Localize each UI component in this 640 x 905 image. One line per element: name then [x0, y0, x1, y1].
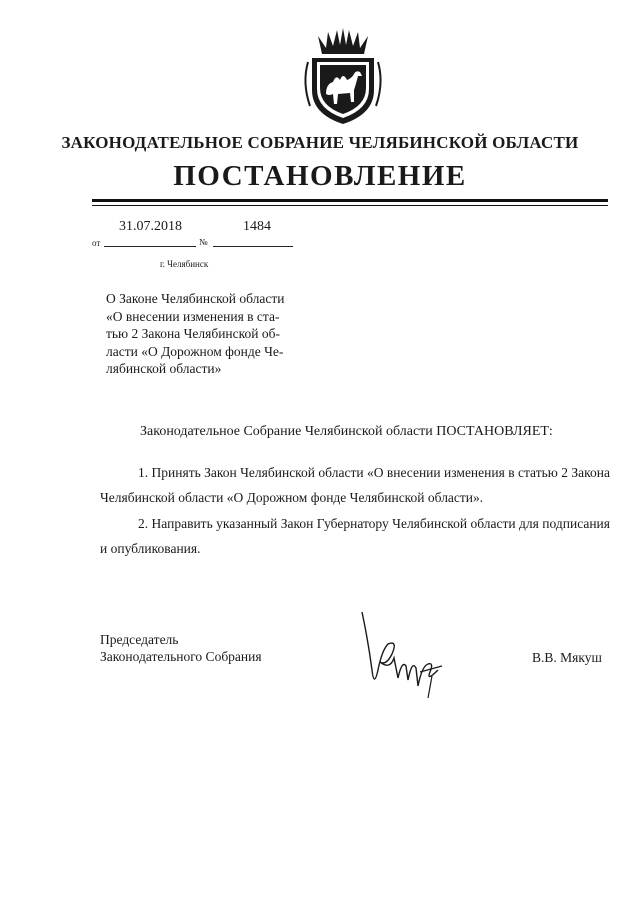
resolution-paragraph-1: 1. Принять Закон Челябинской области «О внесении изменения в статью 2 Закона Челябинской области «О Дорожном фонде Челябинской области». [100, 465, 610, 505]
city-label: г. Челябинск [160, 259, 209, 269]
signatory-name: В.В. Мякуш [532, 650, 602, 665]
number-label: № [199, 237, 208, 247]
header-rule-thick [92, 199, 608, 202]
date-underline [104, 246, 196, 247]
subject-line: лябинской области» [106, 361, 222, 376]
signatory-title [100, 631, 262, 665]
resolution-paragraph-2: 2. Направить указанный Закон Губернатору Челябинской области для подписания и опубликования. [100, 516, 610, 556]
subject-line: тью 2 Закона Челябинской об- [106, 326, 280, 341]
organization-name: ЗАКОНОДАТЕЛЬНОЕ СОБРАНИЕ ЧЕЛЯБИНСКОЙ ОБЛАСТИ [61, 133, 579, 152]
subject-line: О Законе Челябинской области [106, 291, 285, 306]
header-rule-thin [92, 205, 608, 206]
document-type-title: ПОСТАНОВЛЕНИЕ [173, 160, 467, 192]
date-label: от [92, 238, 101, 248]
coat-of-arms-emblem [300, 28, 386, 128]
document-number: 1484 [243, 219, 271, 234]
subject-line: «О внесении изменения в ста- [106, 308, 280, 324]
subject-line: ласти «О Дорожном фонде Че- [106, 343, 284, 359]
document-subject [106, 290, 302, 378]
signatory-title-line: Председатель [100, 632, 179, 647]
handwritten-signature-icon [358, 610, 444, 702]
number-underline [213, 246, 293, 247]
decree-statement: Законодательное Собрание Челябинской области ПОСТАНОВЛЯЕТ: [140, 424, 553, 439]
document-date: 31.07.2018 [119, 219, 182, 234]
signatory-title-line: Законодательного Собрания [100, 649, 262, 664]
